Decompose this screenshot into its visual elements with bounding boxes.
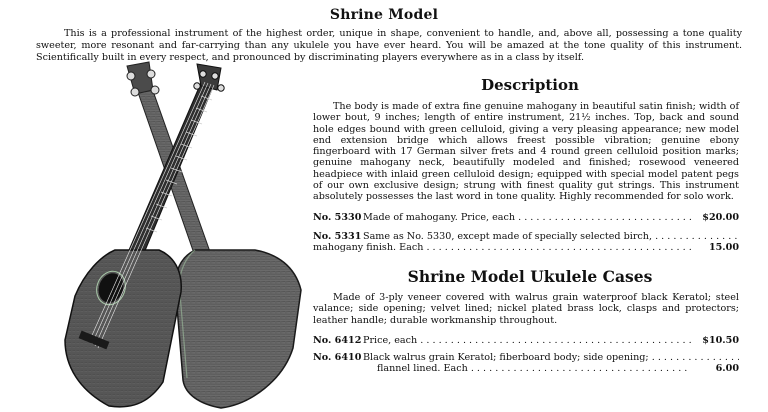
- item-description: Black walrus grain Keratol; fiberboard body; side opening; . . .: [363, 352, 739, 363]
- item-description: Made of mahogany. Price, each . . .: [363, 212, 691, 223]
- item-description-continued: mahogany finish. Each . . .: [313, 242, 691, 253]
- description-body: The body is made of extra fine genuine mahogany in beautiful satin finish; width of lower bout, 9 inches; length of entire instrument, 21½ inches. Top, back and sound hole edges bound with green celluloid, giving a very pleasing appearance; new model end extension bridge which allows freest possible vibration; genuine ebony fingerboard with 17 German silver frets and 4 round green celluloid position marks; genuine mahogany neck, beautifully modeled and finished; rosewood veneered headpiece with inlaid green celluloid design; equipped with special model patent pegs of our own exclusive design; strung with finest quality gut strings. This instrument absolutely possesses the last word in tone quality. Highly recommended for solo work.: [313, 101, 739, 203]
- item-number: No. 6410: [313, 352, 362, 363]
- cases-heading: Shrine Model Ukulele Cases: [407, 267, 653, 286]
- item-price: 15.00: [708, 242, 739, 253]
- description-heading: Description: [481, 76, 579, 94]
- item-price: 6.00: [715, 363, 739, 374]
- item-price: $20.00: [702, 212, 739, 223]
- page-title: Shrine Model: [329, 7, 439, 23]
- item-number: No. 5330: [313, 212, 362, 223]
- item-price: $10.50: [702, 335, 739, 346]
- item-description: Same as No. 5330, except made of specially selected birch, . . .: [363, 231, 739, 242]
- item-number: No. 6412: [313, 335, 362, 346]
- item-number: No. 5331: [313, 231, 362, 242]
- item-description: Price, each . . .: [363, 335, 691, 346]
- cases-body: Made of 3-ply veneer covered with walrus grain waterproof black Keratol; steel valance; side opening; velvet lined; nickel plated brass lock, clasps and protectors; leather handle; durable workmanship throughout.: [313, 292, 739, 326]
- item-description-continued: flannel lined. Each . . .: [377, 363, 691, 374]
- ukulele-illustration: [55, 60, 305, 410]
- intro-paragraph: This is a professional instrument of the highest order, unique in shape, convenient to handle, and, above all, possessing a tone quality sweeter, more resonant and far-carrying than any ukulele you have ever heard. You will be amazed at the tone quality of this instrument. Scientifically built in every respect, and pronounced by discriminating players everywhere as in a class by itself.: [36, 28, 742, 63]
